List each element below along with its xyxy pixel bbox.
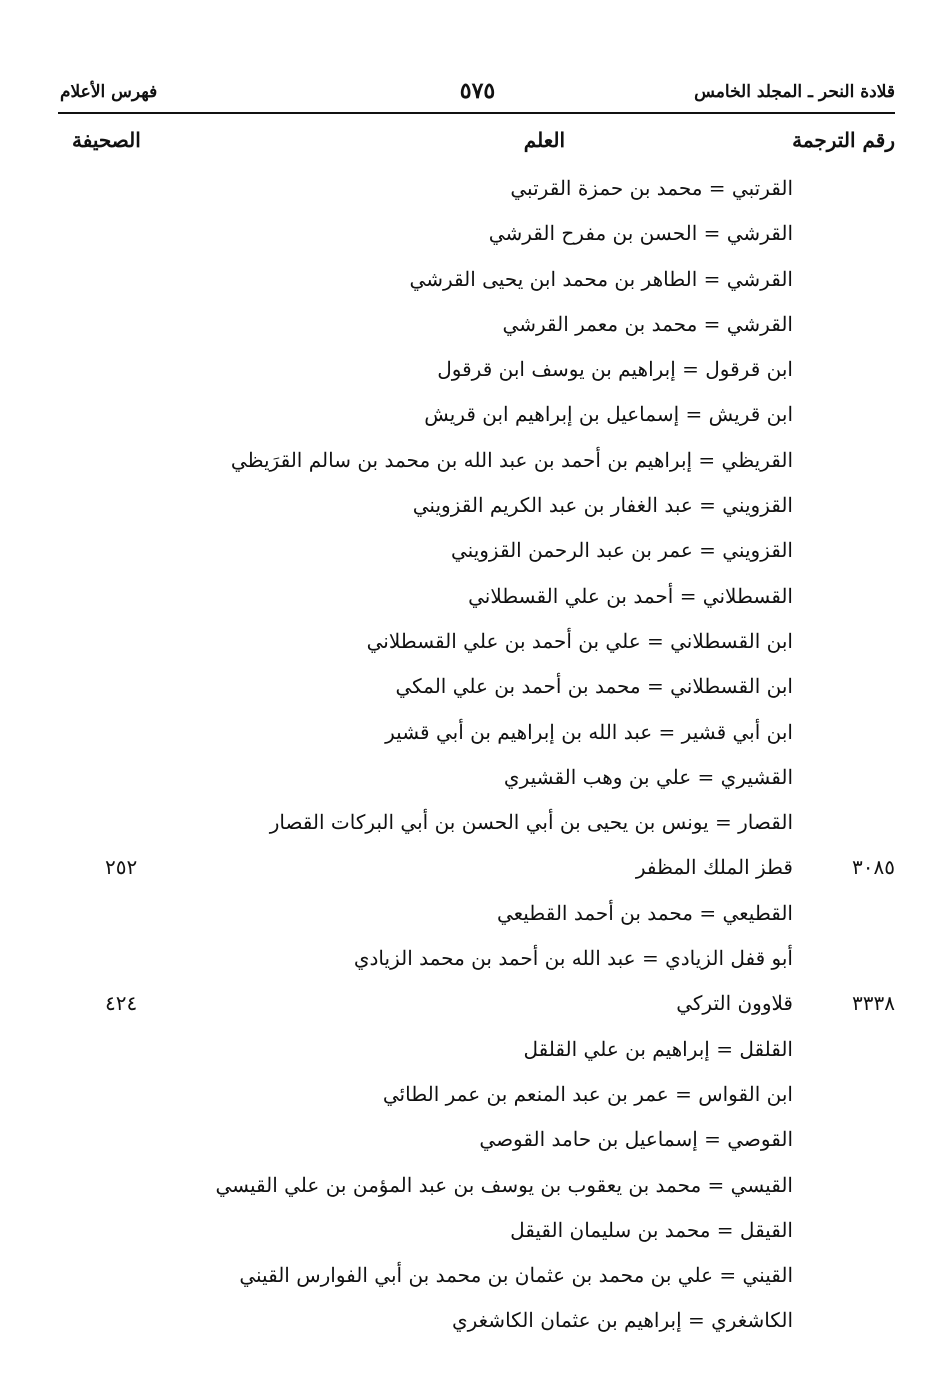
index-entry: [60, 1169, 895, 1214]
index-entry: [60, 1214, 895, 1259]
entry-name: القريظي = إبراهيم بن أحمد بن عبد الله بن محمد بن سالم القرَيظي: [230, 447, 793, 472]
entry-name: الكاشغري = إبراهيم بن عثمان الكاشغري: [451, 1308, 793, 1333]
entry-name: القرشي = الطاهر بن محمد ابن يحيى القرشي: [409, 266, 793, 291]
index-entry: [60, 1304, 895, 1349]
index-entry: [60, 1259, 895, 1304]
entry-number: ٣٣٣٨: [852, 991, 895, 1016]
entry-name: القطيعي = محمد بن أحمد القطيعي: [496, 900, 793, 925]
index-entry: [60, 806, 895, 851]
entry-page: ٤٢٤: [105, 991, 138, 1016]
entry-name: القوصي = إسماعيل بن حامد القوصي: [479, 1127, 793, 1152]
index-entry: [60, 761, 895, 806]
index-entry: [60, 353, 895, 398]
entry-name: القشيري = علي بن وهب القشيري: [503, 764, 793, 789]
column-header-page: الصحيفة: [72, 128, 141, 152]
book-title: قلادة النحر ـ المجلد الخامس: [694, 82, 895, 102]
index-entry: [60, 1078, 895, 1123]
index-entry: [60, 444, 895, 489]
index-entry: [60, 534, 895, 579]
entry-name: ابن القسطلاني = محمد بن أحمد بن علي المكي: [395, 674, 793, 699]
index-entries: [60, 172, 895, 1350]
index-entry: [60, 1033, 895, 1078]
entry-name: ابن أبي قشير = عبد الله بن إبراهيم بن أبي قشير: [385, 719, 793, 744]
index-entry: [60, 398, 895, 443]
index-entry: [60, 1123, 895, 1168]
index-entry: [60, 851, 895, 896]
entry-name: القيني = علي بن محمد بن عثمان بن محمد بن أبي الفوارس القيني: [239, 1263, 793, 1288]
entry-number: ٣٠٨٥: [852, 855, 895, 880]
entry-name: القصار = يونس بن يحيى بن أبي الحسن بن أبي البركات القصار: [269, 810, 793, 835]
section-title: فهرس الأعلام: [60, 82, 158, 102]
entry-name: القيسي = محمد بن يعقوب بن يوسف بن عبد المؤمن بن علي القيسي: [215, 1172, 793, 1197]
entry-name: القيقل = محمد بن سليمان القيقل: [510, 1217, 793, 1242]
entry-name: ابن القواس = عمر بن عبد المنعم بن عمر الطائي: [382, 1081, 793, 1106]
entry-name: قطز الملك المظفر: [635, 855, 793, 880]
index-entry: [60, 580, 895, 625]
running-header: [60, 78, 895, 110]
entry-name: قلاوون التركي: [676, 991, 793, 1016]
entry-name: ابن قرقول = إبراهيم بن يوسف ابن قرقول: [437, 357, 793, 382]
entry-name: ابن قريش = إسماعيل بن إبراهيم ابن قريش: [424, 402, 793, 427]
entry-name: القرشي = محمد بن معمر القرشي: [502, 311, 793, 336]
column-header-name: العلم: [523, 128, 565, 152]
entry-name: ابن القسطلاني = علي بن أحمد بن علي القسطلاني: [366, 628, 793, 653]
entry-name: القزويني = عبد الغفار بن عبد الكريم القزويني: [412, 493, 793, 518]
index-entry: [60, 263, 895, 308]
page-number: ٥٧٥: [459, 78, 496, 104]
column-headers: [60, 128, 895, 164]
column-header-number: رقم الترجمة: [792, 128, 895, 152]
index-entry: [60, 942, 895, 987]
index-entry: [60, 308, 895, 353]
index-entry: [60, 716, 895, 761]
entry-name: القسطلاني = أحمد بن علي القسطلاني: [468, 583, 793, 608]
entry-name: القرتبي = محمد بن حمزة القرتبي: [510, 176, 793, 200]
index-entry: [60, 489, 895, 534]
entry-name: القرشي = الحسن بن مفرح القرشي: [488, 221, 793, 246]
entry-name: القلقل = إبراهيم بن علي القلقل: [523, 1036, 793, 1061]
header-rule: [58, 112, 895, 114]
entry-name: القزويني = عمر بن عبد الرحمن القزويني: [451, 538, 793, 563]
index-entry: [60, 625, 895, 670]
index-entry: [60, 670, 895, 715]
index-entry: [60, 897, 895, 942]
entry-name: أبو قفل الزيادي = عبد الله بن أحمد بن محمد الزيادي: [353, 946, 793, 971]
index-entry: [60, 987, 895, 1032]
index-entry: [60, 172, 895, 217]
index-entry: [60, 217, 895, 262]
entry-page: ٢٥٢: [105, 855, 138, 880]
